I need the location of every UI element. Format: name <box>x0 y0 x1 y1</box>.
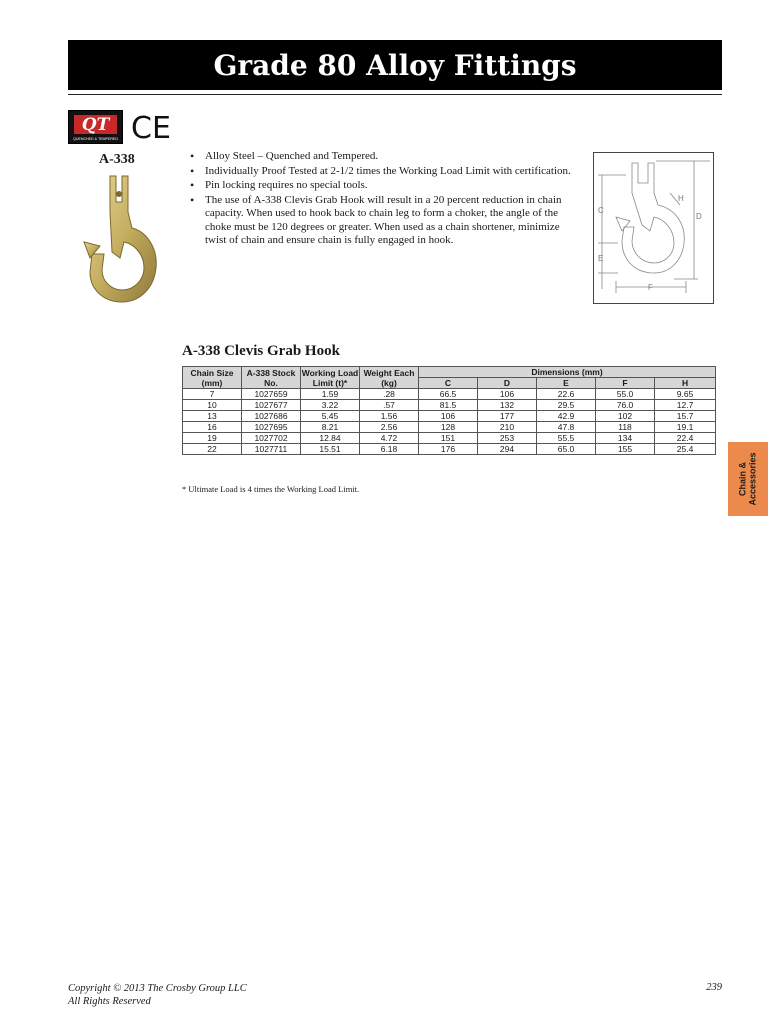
table-cell: 19 <box>183 433 242 444</box>
table-cell: 55.0 <box>596 389 655 400</box>
table-cell: 134 <box>596 433 655 444</box>
table-cell: .57 <box>360 400 419 411</box>
header-dim-h: H <box>655 378 716 389</box>
header-chain-size: Chain Size (mm) <box>183 367 242 389</box>
table-cell: 5.45 <box>301 411 360 422</box>
ce-mark-text: CE <box>131 111 171 144</box>
dimension-label-c: C <box>598 206 604 215</box>
table-cell: 155 <box>596 444 655 455</box>
product-photo <box>82 172 162 306</box>
qt-logo <box>68 110 123 144</box>
table-cell: 128 <box>419 422 478 433</box>
table-cell: 132 <box>478 400 537 411</box>
table-cell: 42.9 <box>537 411 596 422</box>
table-cell: 10 <box>183 400 242 411</box>
dimension-label-f: F <box>648 283 653 292</box>
table-cell: 22.4 <box>655 433 716 444</box>
feature-item: • Individually Proof Tested at 2-1/2 times the Working Load Limit with certification. <box>188 165 574 179</box>
table-cell: 102 <box>596 411 655 422</box>
table-cell: 15.51 <box>301 444 360 455</box>
table-cell: 22.6 <box>537 389 596 400</box>
table-footnote: * Ultimate Load is 4 times the Working Load Limit. <box>182 484 360 494</box>
table-cell: 25.4 <box>655 444 716 455</box>
copyright-line: All Rights Reserved <box>68 996 151 1007</box>
section-tab-line: Accessories <box>748 452 759 506</box>
table-cell: 12.84 <box>301 433 360 444</box>
table-cell: 7 <box>183 389 242 400</box>
table-cell: 29.5 <box>537 400 596 411</box>
table-row <box>183 444 716 455</box>
table-cell: 65.0 <box>537 444 596 455</box>
table-cell: 4.72 <box>360 433 419 444</box>
table-cell: 176 <box>419 444 478 455</box>
table-cell: .28 <box>360 389 419 400</box>
table-cell: 1027659 <box>242 389 301 400</box>
header-stock-no: A-338 Stock No. <box>242 367 301 389</box>
header-weight: Weight Each (kg) <box>360 367 419 389</box>
section-tab[interactable] <box>728 442 768 516</box>
product-code: A-338 <box>99 152 135 167</box>
table-cell: 2.56 <box>360 422 419 433</box>
table-cell: 15.7 <box>655 411 716 422</box>
table-cell: 106 <box>419 411 478 422</box>
table-cell: 106 <box>478 389 537 400</box>
table-cell: 55.5 <box>537 433 596 444</box>
header-dim-d: D <box>478 378 537 389</box>
page-title: Grade 80 Alloy Fittings <box>68 40 722 90</box>
table-cell: 1027695 <box>242 422 301 433</box>
dimension-label-h: H <box>678 194 684 203</box>
feature-list <box>188 150 574 249</box>
table-cell: 12.7 <box>655 400 716 411</box>
qt-logo-text: QT <box>81 115 110 135</box>
feature-item: • The use of A-338 Clevis Grab Hook will result in a 20 percent reduction in chain capacity. When used to hook back to chain leg to form a choker, the angle of the choke must be 120 degrees or greater. When used as a chain shortener, minimize twist of chain and ensure chain is fully engaged in hook. <box>188 194 574 248</box>
section-tab-line: Chain & <box>738 461 749 497</box>
spec-table <box>182 366 716 455</box>
table-cell: 13 <box>183 411 242 422</box>
table-cell: 19.1 <box>655 422 716 433</box>
table-cell: 47.8 <box>537 422 596 433</box>
table-heading: A-338 Clevis Grab Hook <box>182 343 340 359</box>
table-row <box>183 389 716 400</box>
copyright <box>68 982 247 1008</box>
dimension-label-e: E <box>598 254 604 263</box>
table-cell: 294 <box>478 444 537 455</box>
table-row <box>183 422 716 433</box>
table-cell: 1.56 <box>360 411 419 422</box>
table-row <box>183 411 716 422</box>
qt-logo-subtext: QUENCHED & TEMPERED <box>73 137 118 141</box>
header-dim-c: C <box>419 378 478 389</box>
table-cell: 9.65 <box>655 389 716 400</box>
table-cell: 1027711 <box>242 444 301 455</box>
header-dim-e: E <box>537 378 596 389</box>
table-cell: 1027677 <box>242 400 301 411</box>
feature-item: • Pin locking requires no special tools. <box>188 179 574 193</box>
table-cell: 210 <box>478 422 537 433</box>
table-cell: 3.22 <box>301 400 360 411</box>
table-cell: 81.5 <box>419 400 478 411</box>
header-working-load-limit: Working Load Limit (t)* <box>301 367 359 388</box>
table-row <box>183 400 716 411</box>
ce-mark-logo <box>131 110 171 144</box>
table-cell: 8.21 <box>301 422 360 433</box>
table-cell: 253 <box>478 433 537 444</box>
table-cell: 177 <box>478 411 537 422</box>
table-cell: 1027686 <box>242 411 301 422</box>
header-dimensions: Dimensions (mm) <box>419 367 716 378</box>
table-cell: 118 <box>596 422 655 433</box>
table-cell: 16 <box>183 422 242 433</box>
title-divider <box>68 94 722 95</box>
header-dim-f: F <box>596 378 655 389</box>
table-row <box>183 433 716 444</box>
table-cell: 1027702 <box>242 433 301 444</box>
table-cell: 1.59 <box>301 389 360 400</box>
table-cell: 66.5 <box>419 389 478 400</box>
dimension-label-d: D <box>696 212 702 221</box>
table-cell: 22 <box>183 444 242 455</box>
page-number: 239 <box>706 982 722 993</box>
table-cell: 76.0 <box>596 400 655 411</box>
table-cell: 6.18 <box>360 444 419 455</box>
dimension-diagram <box>593 152 714 304</box>
table-cell: 151 <box>419 433 478 444</box>
copyright-line: Copyright © 2013 The Crosby Group LLC <box>68 983 247 994</box>
feature-item: • Alloy Steel – Quenched and Tempered. <box>188 150 574 164</box>
